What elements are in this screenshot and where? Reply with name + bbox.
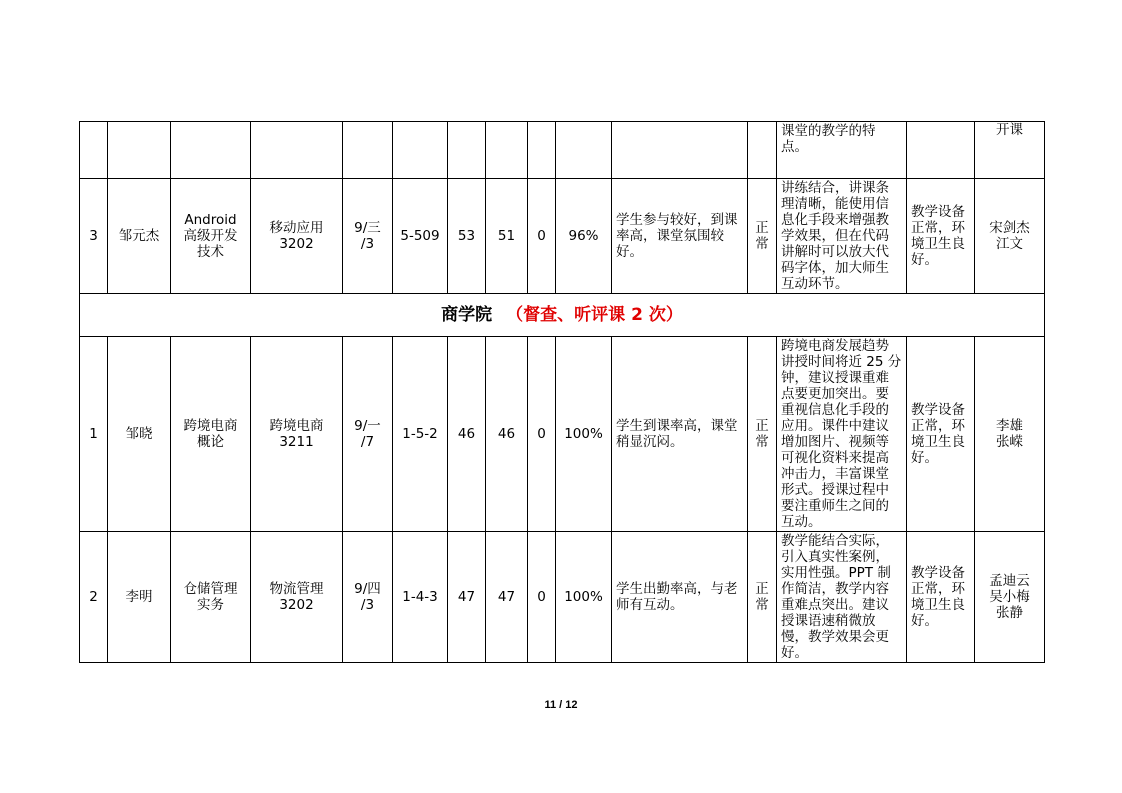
table-row — [80, 532, 1045, 663]
cell-facility: 教学设备正常，环境卫生良好。 — [907, 532, 975, 663]
cell-inspectors: 宋剑杰 江文 — [975, 179, 1045, 294]
cell-no: 1 — [80, 337, 108, 532]
cell-class: 物流管理 3202 — [251, 532, 343, 663]
table-row — [80, 122, 1045, 179]
cell-teaching-eval: 讲练结合，讲课条理清晰，能使用信息化手段来增强教学效果，但在代码讲解时可以放大代码字体，加大师生互动环节。 — [777, 179, 907, 294]
cell-teaching-eval: 教学能结合实际，引入真实性案例，实用性强。PPT 制作简洁，教学内容重难点突出。建议授课语速稍微放慢，教学效果会更好。 — [777, 532, 907, 663]
department-note: （督查、听评课 2 次） — [506, 305, 683, 325]
cell-absent — [528, 122, 556, 179]
cell-rate: 100% — [556, 532, 612, 663]
cell-time — [343, 122, 393, 179]
cell-no: 2 — [80, 532, 108, 663]
cell-absent: 0 — [528, 532, 556, 663]
cell-actual — [486, 122, 528, 179]
cell-rate: 100% — [556, 337, 612, 532]
cell-expected: 47 — [448, 532, 486, 663]
cell-teaching-eval: 跨境电商发展趋势讲授时间将近 25 分钟，建议授课重难点要更加突出。要重视信息化手段的应用。课件中建议增加图片、视频等可视化资料来提高冲击力，丰富课堂形式。授课过程中要注重师生之间的互动。 — [777, 337, 907, 532]
cell-student-eval: 学生出勤率高，与老师有互动。 — [612, 532, 748, 663]
cell-expected — [448, 122, 486, 179]
cell-room: 1-4-3 — [393, 532, 448, 663]
section-header — [80, 294, 1045, 337]
cell-inspectors: 李雄 张嵘 — [975, 337, 1045, 532]
cell-facility: 教学设备正常，环境卫生良好。 — [907, 179, 975, 294]
cell-actual: 47 — [486, 532, 528, 663]
table-row — [80, 179, 1045, 294]
cell-room: 1-5-2 — [393, 337, 448, 532]
cell-student-eval — [612, 122, 748, 179]
cell-student-eval: 学生参与较好，到课率高，课堂氛围较好。 — [612, 179, 748, 294]
cell-teacher: 邹元杰 — [108, 179, 171, 294]
cell-inspectors: 开课 — [975, 122, 1045, 179]
cell-status — [748, 122, 777, 179]
cell-facility — [907, 122, 975, 179]
cell-teacher: 李明 — [108, 532, 171, 663]
cell-inspectors: 孟迪云 吴小梅 张静 — [975, 532, 1045, 663]
cell-status: 正常 — [748, 337, 777, 532]
cell-class — [251, 122, 343, 179]
page-number: 11 / 12 — [544, 699, 578, 711]
cell-teaching-eval: 课堂的教学的特点。 — [777, 122, 907, 179]
inspection-table — [79, 121, 1045, 663]
cell-teacher — [108, 122, 171, 179]
cell-time: 9/四 /3 — [343, 532, 393, 663]
cell-teacher: 邹晓 — [108, 337, 171, 532]
cell-room: 5-509 — [393, 179, 448, 294]
cell-facility: 教学设备正常，环境卫生良好。 — [907, 337, 975, 532]
cell-no: 3 — [80, 179, 108, 294]
cell-absent: 0 — [528, 337, 556, 532]
cell-time: 9/三 /3 — [343, 179, 393, 294]
cell-no — [80, 122, 108, 179]
inspection-table-sheet — [79, 121, 1044, 663]
cell-time: 9/一 /7 — [343, 337, 393, 532]
cell-rate — [556, 122, 612, 179]
section-header-row — [80, 294, 1045, 337]
cell-actual: 51 — [486, 179, 528, 294]
cell-course: Android 高级开发 技术 — [171, 179, 251, 294]
cell-student-eval: 学生到课率高，课堂稍显沉闷。 — [612, 337, 748, 532]
cell-course — [171, 122, 251, 179]
department-name: 商学院 — [441, 305, 493, 325]
cell-class: 移动应用 3202 — [251, 179, 343, 294]
cell-course: 跨境电商 概论 — [171, 337, 251, 532]
cell-status: 正常 — [748, 532, 777, 663]
cell-room — [393, 122, 448, 179]
table-row — [80, 337, 1045, 532]
cell-expected: 53 — [448, 179, 486, 294]
cell-expected: 46 — [448, 337, 486, 532]
cell-status: 正常 — [748, 179, 777, 294]
cell-course: 仓储管理 实务 — [171, 532, 251, 663]
cell-actual: 46 — [486, 337, 528, 532]
cell-class: 跨境电商 3211 — [251, 337, 343, 532]
cell-rate: 96% — [556, 179, 612, 294]
cell-absent: 0 — [528, 179, 556, 294]
